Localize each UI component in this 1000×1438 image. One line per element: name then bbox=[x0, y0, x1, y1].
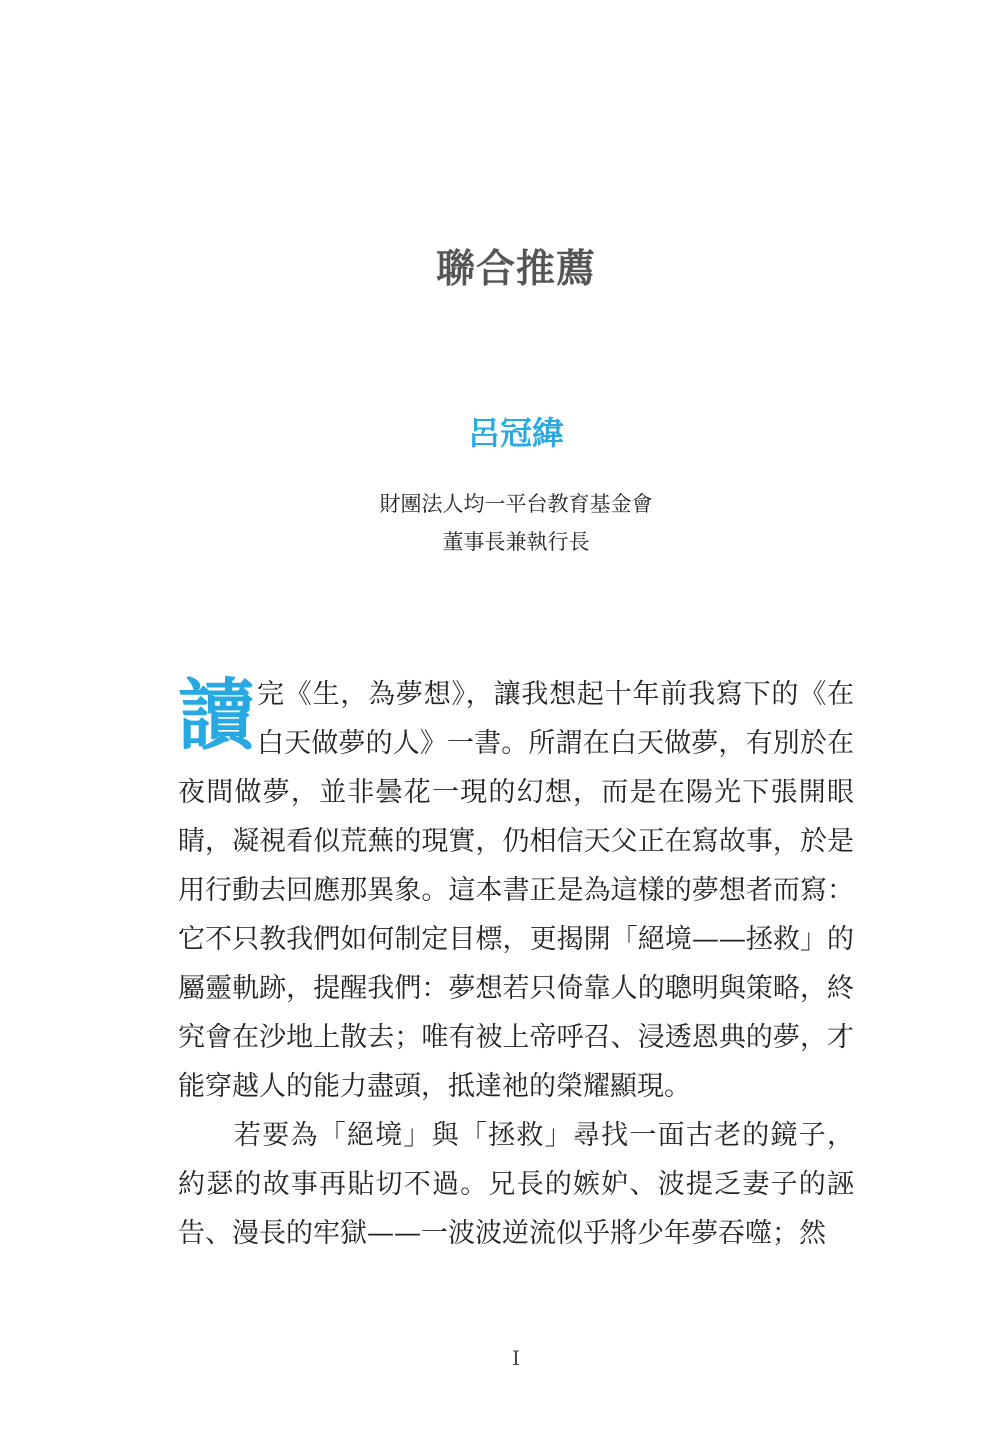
drop-cap: 讀 bbox=[178, 671, 255, 761]
author-organization: 財團法人均一平台教育基金會 bbox=[379, 492, 653, 516]
author-role: 董事長兼執行長 bbox=[442, 530, 590, 554]
page-title: 聯合推薦 bbox=[435, 246, 596, 292]
paragraph-1 bbox=[178, 670, 854, 1111]
paragraph-1-text: 完《生，為夢想》，讓我想起十年前我寫下的《在白天做夢的人》一書。所謂在白天做夢，有別於在夜間做夢，並非曇花一現的幻想，而是在陽光下張開眼睛，凝視看似荒蕪的現實，仍相信天父正在寫故事，於是用行動去回應那異象。這本書正是為這樣的夢想者而寫：它不只教我們如何制定目標，更揭開「絕境——拯救」的屬靈軌跡，提醒我們：夢想若只倚靠人的聰明與策略，終究會在沙地上散去；唯有被上帝呼召、浸透恩典的夢，才能穿越人的能力盡頭，抵達祂的榮耀顯現。 bbox=[178, 679, 854, 1102]
page-number: I bbox=[512, 1346, 520, 1370]
author-name: 呂冠緯 bbox=[467, 414, 564, 452]
paragraph-2: 若要為「絕境」與「拯救」尋找一面古老的鏡子，約瑟的故事再貼切不過。兄長的嫉妒、波提乏妻子的誣告、漫長的牢獄——一波波逆流似乎將少年夢吞噬；然 bbox=[178, 1120, 854, 1249]
body-text bbox=[178, 670, 854, 1258]
